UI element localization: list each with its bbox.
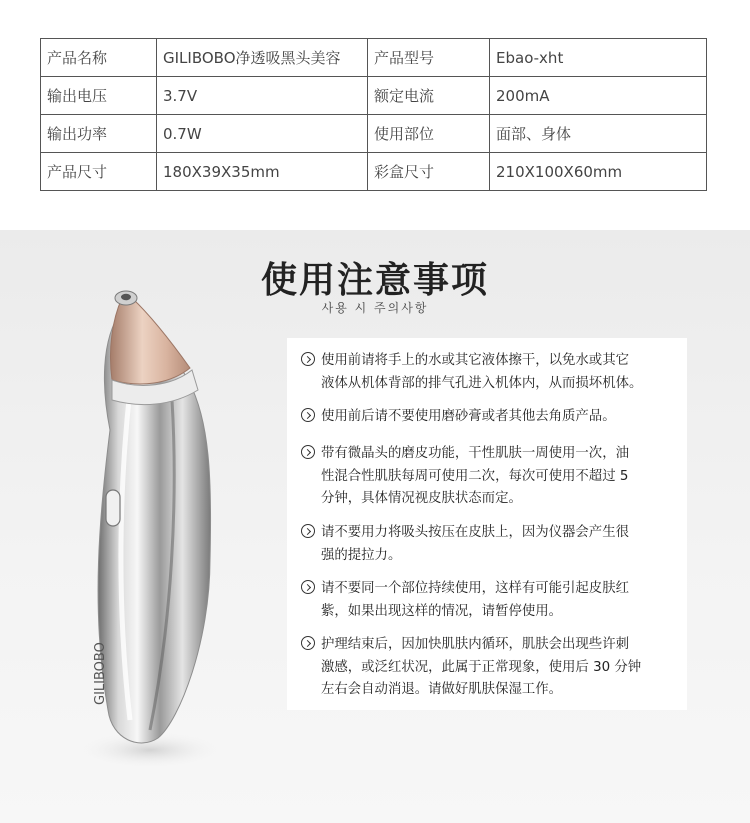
notice-title: 使用注意事项	[260, 260, 489, 301]
usage-notice-section	[0, 230, 750, 823]
device-brand-label: GILIBOBO	[93, 642, 108, 705]
blackhead-device-image	[60, 280, 250, 780]
tips-panel	[287, 338, 687, 710]
chevron-circle-icon	[301, 580, 315, 594]
spec-label: 产品型号	[368, 39, 490, 77]
spec-row	[41, 153, 707, 191]
spec-label: 产品尺寸	[41, 153, 157, 191]
spec-label: 彩盒尺寸	[368, 153, 490, 191]
spec-value: 面部、身体	[490, 115, 707, 153]
tip-text: 使用前请将手上的水或其它液体擦干，以免水或其它 液体从机体背部的排气孔进入机体内，从而损坏机体。	[321, 353, 643, 391]
spec-row	[41, 39, 707, 77]
tip-text: 护理结束后，因加快肌肤内循环，肌肤会出现些许刺 激感，或泛红状况，此属于正常现象，使用后 30 分钟 左右会自动消退。请做好肌肤保湿工作。	[321, 637, 642, 697]
spec-value: 210X100X60mm	[490, 153, 707, 191]
notice-subtitle: 사용 시 주의사항	[321, 301, 429, 315]
spec-row	[41, 77, 707, 115]
spec-value: Ebao-xht	[490, 39, 707, 77]
spec-label: 输出功率	[41, 115, 157, 153]
spec-row	[41, 115, 707, 153]
chevron-circle-icon	[301, 445, 315, 459]
tip-text: 请不要用力将吸头按压在皮肤上，因为仪器会产生很 强的提拉力。	[321, 525, 629, 563]
spec-value: 200mA	[490, 77, 707, 115]
tip-text: 请不要同一个部位持续使用，这样有可能引起皮肤红 紫，如果出现这样的情况，请暂停使用。	[321, 581, 629, 619]
chevron-circle-icon	[301, 352, 315, 366]
spec-label: 输出电压	[41, 77, 157, 115]
spec-label: 额定电流	[368, 77, 490, 115]
spec-value: 180X39X35mm	[157, 153, 368, 191]
chevron-circle-icon	[301, 636, 315, 650]
chevron-circle-icon	[301, 408, 315, 422]
spec-table	[40, 38, 707, 191]
tip-text: 带有微晶头的磨皮功能，干性肌肤一周使用一次，油 性混合性肌肤每周可使用二次，每次可使用不超过 5 分钟，具体情况视皮肤状态而定。	[321, 446, 629, 506]
tip-text: 使用前后请不要使用磨砂膏或者其他去角质产品。	[321, 409, 616, 424]
spec-label: 产品名称	[41, 39, 157, 77]
chevron-circle-icon	[301, 524, 315, 538]
spec-label: 使用部位	[368, 115, 490, 153]
spec-value: 0.7W	[157, 115, 368, 153]
spec-value: GILIBOBO净透吸黑头美容	[157, 39, 368, 77]
spec-value: 3.7V	[157, 77, 368, 115]
